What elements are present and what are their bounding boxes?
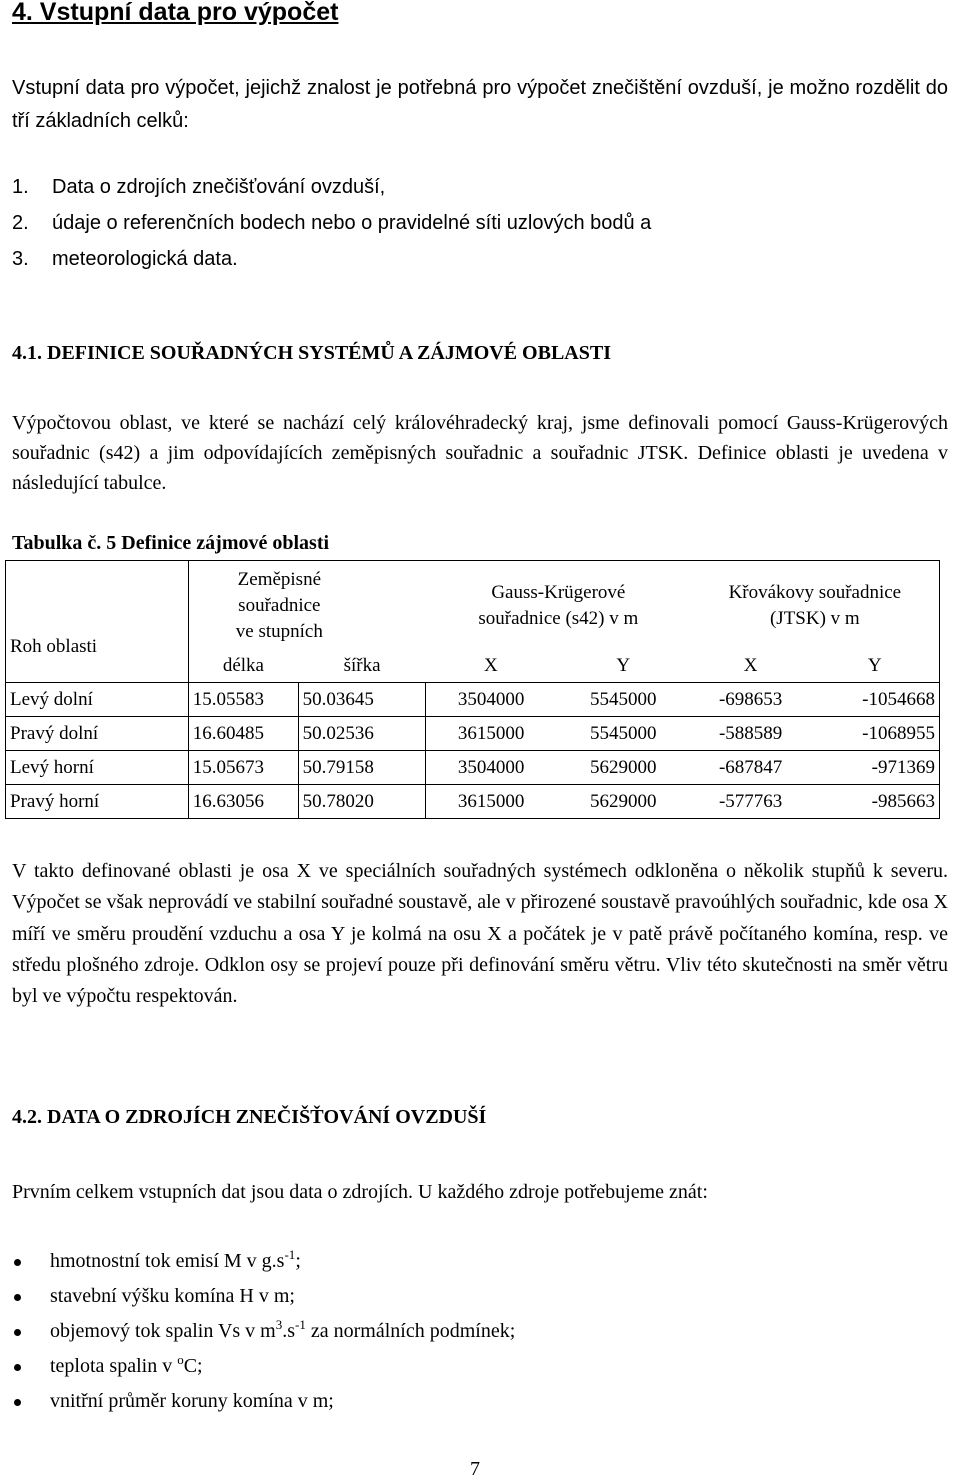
- header-line: souřadnice: [238, 594, 321, 616]
- cell-gauss-x: 3615000: [457, 790, 525, 812]
- cell-gauss-x: 3615000: [457, 722, 525, 744]
- row-label: Levý dolní: [6, 683, 189, 717]
- source-parameters-list: [12, 1244, 515, 1419]
- cell-latitude: 50.78020: [298, 785, 426, 819]
- section-42-title: 4.2. DATA O ZDROJÍCH ZNEČIŠŤOVÁNÍ OVZDUŠÍ: [12, 1106, 487, 1128]
- subheader-jtsk-x: X: [743, 655, 758, 677]
- list-item: [12, 1314, 515, 1349]
- list-item: [12, 1384, 515, 1419]
- cell-gauss-y: 5629000: [590, 790, 657, 812]
- chapter-title: 4. Vstupní data pro výpočet: [12, 0, 339, 26]
- list-text: Data o zdrojích znečišťování ovzduší,: [52, 176, 386, 198]
- bullet-text: vnitřní průměr koruny komína v m;: [50, 1390, 334, 1412]
- jtsk-group-header: [691, 561, 940, 651]
- header-line: Gauss-Krügerové: [491, 581, 626, 603]
- table-caption: Tabulka č. 5 Definice zájmové oblasti: [12, 532, 330, 554]
- cell-gauss-x: 3504000: [457, 756, 525, 778]
- cell-jtsk-x: -588589: [718, 722, 783, 744]
- gauss-group-header: [426, 561, 691, 651]
- row-label: Levý horní: [6, 751, 189, 785]
- bullet-text: hmotnostní tok emisí M v g.s: [50, 1250, 285, 1272]
- intro-paragraph: Vstupní data pro výpočet, jejichž znalost je potřebná pro výpočet znečištění ovzduší, je možno rozdělit do tří základních celků:: [12, 77, 948, 132]
- section-42-paragraph: Prvním celkem vstupních dat jsou data o zdrojích. U každého zdroje potřebujeme znát:: [12, 1181, 708, 1203]
- list-text: údaje o referenčních bodech nebo o pravidelné síti uzlových bodů a: [52, 212, 652, 234]
- subheader-latitude: šířka: [343, 655, 381, 677]
- list-number: 2.: [12, 212, 29, 234]
- cell-latitude: 50.03645: [298, 683, 426, 717]
- cell-longitude: 15.05673: [188, 751, 298, 785]
- list-item: [12, 205, 651, 241]
- row-label: Pravý dolní: [6, 717, 189, 751]
- section-41-paragraph: Výpočtovou oblast, ve které se nachází celý královéhradecký kraj, jsme definovali pomocí Gauss-Krügerových souřadnic (s42) a jim odpovídajících zeměpisných souřadnic a souřadnic JTSK. Definice oblasti je uvedena v následující tabulce.: [12, 412, 948, 494]
- subheader-gauss-y: Y: [616, 655, 631, 677]
- header-line: ve stupních: [235, 620, 323, 642]
- cell-jtsk-y: -1068955: [811, 717, 940, 751]
- cell-jtsk-x: -687847: [718, 756, 783, 778]
- cell-gauss-x: 3504000: [457, 688, 525, 710]
- cell-jtsk-x: -577763: [718, 790, 783, 812]
- data-groups-list: [12, 169, 651, 277]
- bullet-text: stavební výšku komína H v m;: [50, 1285, 295, 1307]
- section-41-title: 4.1. DEFINICE SOUŘADNÝCH SYSTÉMŮ A ZÁJMOVÉ OBLASTI: [12, 342, 611, 364]
- list-item: [12, 1349, 515, 1384]
- cell-latitude: 50.79158: [298, 751, 426, 785]
- cell-gauss-y: 5545000: [590, 688, 657, 710]
- superscript: -1: [284, 1247, 296, 1262]
- list-item: [12, 241, 651, 277]
- page-number: 7: [470, 1458, 480, 1480]
- superscript: 3: [275, 1317, 283, 1332]
- table-row: [6, 785, 940, 819]
- cell-longitude: 15.05583: [188, 683, 298, 717]
- superscript: o: [177, 1352, 184, 1367]
- cell-jtsk-y: -971369: [811, 751, 940, 785]
- header-line: Křovákovy souřadnice: [728, 581, 902, 603]
- bullet-text: C;: [183, 1355, 203, 1377]
- cell-jtsk-x: -698653: [718, 688, 783, 710]
- bullet-text: ;: [295, 1250, 301, 1272]
- list-number: 3.: [12, 248, 29, 270]
- header-line: Zeměpisné: [237, 568, 322, 590]
- header-line: souřadnice (s42) v m: [478, 607, 639, 629]
- subheader-longitude: délka: [222, 655, 264, 677]
- table-row: [6, 683, 940, 717]
- bullet-text: objemový tok spalin Vs v m: [50, 1320, 276, 1342]
- area-definition-table: [5, 560, 940, 819]
- cell-jtsk-y: -1054668: [811, 683, 940, 717]
- table-row: [6, 751, 940, 785]
- geo-group-header: [188, 561, 426, 651]
- list-item: [12, 169, 651, 205]
- corner-header: Roh oblasti: [6, 561, 189, 683]
- superscript: -1: [295, 1317, 306, 1332]
- table-row: [6, 717, 940, 751]
- cell-jtsk-y: -985663: [811, 785, 940, 819]
- list-number: 1.: [12, 176, 29, 198]
- cell-gauss-y: 5545000: [590, 722, 657, 744]
- subheader-jtsk-y: Y: [811, 651, 940, 683]
- bullet-text: teplota spalin v: [50, 1355, 178, 1377]
- subheader-gauss-x: X: [484, 655, 498, 677]
- cell-gauss-y: 5629000: [590, 756, 657, 778]
- row-label: Pravý horní: [6, 785, 189, 819]
- list-item: [12, 1244, 515, 1279]
- bullet-text: .s: [282, 1320, 296, 1342]
- after-table-paragraph: V takto definované oblasti je osa X ve speciálních souřadných systémech odkloněna o několik stupňů k severu. Výpočet se však neprovádí ve stabilní souřadné soustavě, ale v přirozené soustavě pravoúhlých souřadnic, kde osa X míří ve směru proudění vzduchu a osa Y je kolmá na osu X a počátek je v patě právě počítaného komína, resp. ve středu plošného zdroje. Odklon osy se projeví pouze při definování směru větru. Vliv této skutečnosti na směr větru byl ve výpočtu respektován.: [12, 860, 948, 1008]
- cell-longitude: 16.60485: [188, 717, 298, 751]
- cell-longitude: 16.63056: [188, 785, 298, 819]
- list-text: meteorologická data.: [52, 248, 238, 270]
- list-item: [12, 1279, 515, 1314]
- header-line: (JTSK) v m: [769, 607, 860, 629]
- cell-latitude: 50.02536: [298, 717, 426, 751]
- bullet-text: za normálních podmínek;: [305, 1320, 516, 1342]
